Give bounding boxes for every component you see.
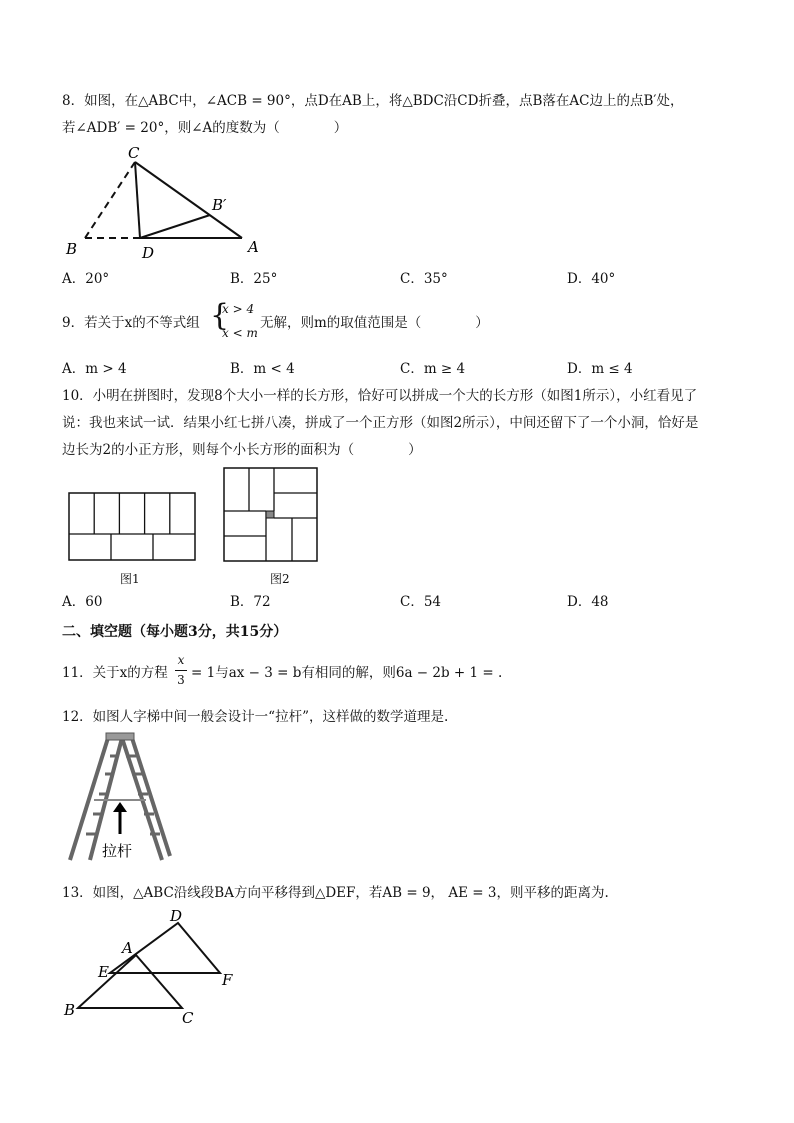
- q13-label-d: D: [170, 907, 183, 925]
- q10-small-hole: [266, 511, 274, 518]
- q8-option-b[interactable]: B．25°: [230, 271, 278, 287]
- q10-figure1-rectangle: [68, 492, 198, 562]
- q13-label-f: F: [222, 971, 233, 989]
- q12-ladder-figure: [64, 730, 174, 866]
- q8-label-d: D: [142, 244, 155, 262]
- q12-label-pull-rod: 拉杆: [102, 842, 133, 860]
- q10-figure2-square: [223, 467, 319, 563]
- q9-text-suffix: 无解，则m的取值范围是（ ）: [260, 315, 489, 331]
- q10-option-d[interactable]: D．48: [567, 594, 609, 610]
- q8-option-d[interactable]: D．40°: [567, 271, 616, 287]
- q8-label-c: C: [128, 144, 140, 162]
- q9-text-prefix: 9．若关于x的不等式组: [62, 315, 200, 331]
- q8-text-line2: 若∠ADB′ = 20°，则∠A的度数为（ ）: [62, 120, 348, 136]
- q8-label-b: B: [66, 240, 78, 258]
- q10-text-line3: 边长为2的小正方形，则每个小长方形的面积为（ ）: [62, 442, 422, 458]
- q8-label-b1: B′: [212, 196, 227, 214]
- q13-label-e: E: [98, 963, 109, 981]
- q13-label-c: C: [182, 1009, 194, 1027]
- q12-arrow-icon: [113, 802, 127, 834]
- q9-brace: {: [210, 298, 230, 333]
- q13-triangle-abc: [78, 955, 182, 1008]
- q13-label-b: B: [64, 1001, 76, 1019]
- q8-edge-db1: [140, 215, 210, 238]
- q10-option-b[interactable]: B．72: [230, 594, 271, 610]
- q11-text-prefix: 11．关于x的方程: [62, 665, 168, 681]
- q11-fraction-numerator: x: [177, 653, 185, 667]
- q10-figure2-caption: 图2: [270, 572, 290, 586]
- q10-text-line1: 10．小明在拼图时，发现8个大小一样的长方形，恰好可以拼成一个大的长方形（如图1所示），小红看见了: [62, 388, 698, 404]
- q13-label-a: A: [122, 939, 133, 957]
- q8-option-a[interactable]: A．20°: [62, 271, 110, 287]
- q8-triangle-figure: [60, 142, 270, 262]
- q12-text: 12．如图人字梯中间一般会设计一“拉杆”，这样做的数学道理是.: [62, 709, 449, 725]
- q9-ineq-2: x < m: [222, 326, 258, 340]
- q10-option-c[interactable]: C．54: [400, 594, 442, 610]
- q10-figure1-caption: 图1: [120, 572, 140, 586]
- q9-option-a[interactable]: A．m > 4: [62, 361, 127, 377]
- q11-fraction-denominator: 3: [177, 673, 185, 687]
- q9-ineq-1: x > 4: [222, 302, 255, 316]
- q8-option-c[interactable]: C．35°: [400, 271, 448, 287]
- q8-edge-cd: [135, 162, 140, 238]
- q8-text-line1: 8．如图，在△ABC中，∠ACB = 90°，点D在AB上，将△BDC沿CD折叠，点B落在AC边上的点B′处，: [62, 93, 684, 109]
- q13-translation-figure: [60, 905, 250, 1030]
- q9-option-b[interactable]: B．m < 4: [230, 361, 295, 377]
- q10-text-line2: 说：我也来试一试．结果小红七拼八凑，拼成了一个正方形（如图2所示），中间还留下了一个小洞，恰好是: [62, 415, 699, 431]
- q9-option-d[interactable]: D．m ≤ 4: [567, 361, 633, 377]
- q11-fraction-bar: [175, 670, 187, 671]
- q11-text-suffix: = 1与ax − 3 = b有相同的解，则6a − 2b + 1 = .: [191, 665, 503, 681]
- section-fill-in-title: 二、填空题（每小题3分，共15分）: [62, 624, 288, 640]
- q9-option-c[interactable]: C．m ≥ 4: [400, 361, 466, 377]
- q13-text: 13．如图，△ABC沿线段BA方向平移得到△DEF，若AB = 9， AE = 3，则平移的距离为.: [62, 885, 609, 901]
- q8-label-a: A: [248, 238, 259, 256]
- q8-edge-cb-dashed: [85, 162, 135, 238]
- q10-option-a[interactable]: A．60: [62, 594, 103, 610]
